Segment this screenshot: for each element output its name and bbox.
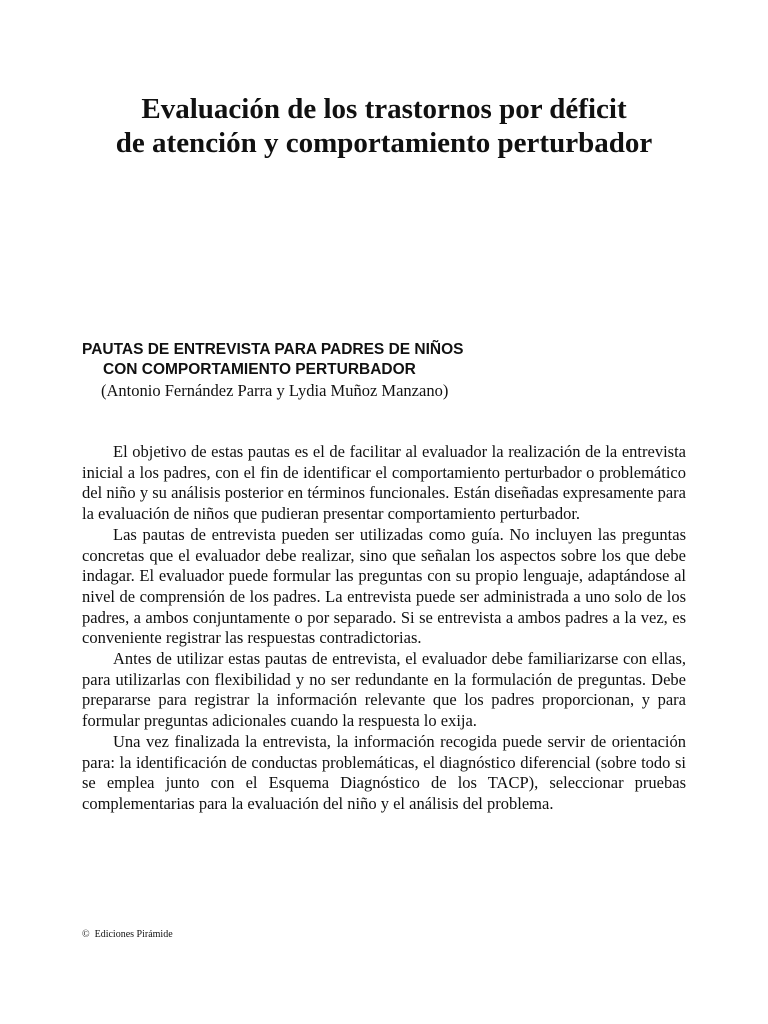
page-title-line-2: de atención y comportamiento perturbador xyxy=(115,127,653,159)
paragraph-4: Una vez finalizada la entrevista, la información recogida puede servir de orientación para: la identificación de conductas problemáticas, el diagnóstico diferencial (sobre todo si se emplea junto con el Esquema Diagnóstico de los TACP), seleccionar pruebas complementarias para la evaluación del niño y el análisis del problema. xyxy=(82,731,686,813)
footer-copyright xyxy=(82,929,173,941)
body-text xyxy=(82,442,686,815)
footer-publisher: Ediciones Pirámide xyxy=(94,929,173,940)
section-heading xyxy=(82,340,702,380)
authors-line: (Antonio Fernández Parra y Lydia Muñoz Manzano) xyxy=(101,381,449,400)
paragraph-3: Antes de utilizar estas pautas de entrevista, el evaluador debe familiarizarse con ellas, para utilizarlas con flexibilidad y no ser redundante en la formulación de preguntas. Debe prepararse para registrar la información relevante que los padres proporcionan, y para formular preguntas adicionales cuando la respuesta lo exija. xyxy=(82,649,686,731)
copyright-icon: © xyxy=(82,929,90,940)
section-heading-line-1: PAUTAS DE ENTREVISTA PARA PADRES DE NIÑOS xyxy=(82,341,464,358)
paragraph-2: Las pautas de entrevista pueden ser utilizadas como guía. No incluyen las preguntas concretas que el evaluador debe realizar, sino que señalan los aspectos sobre los que debe indagar. El evaluador puede formular las preguntas con su propio lenguaje, adaptándose al nivel de comprensión de los padres. La entrevista puede ser administrada a uno solo de los padres, a ambos conjuntamente o por separado. Si se entrevista a ambos padres a la vez, es conveniente registrar las respuestas contradictorias. xyxy=(82,524,686,648)
paragraph-1: El objetivo de estas pautas es el de facilitar al evaluador la realización de la entrevista inicial a los padres, con el fin de identificar el comportamiento perturbador o problemático del niño y su análisis posterior en términos funcionales. Están diseñadas expresamente para la evaluación de niños que pudieran presentar comportamiento perturbador. xyxy=(82,442,686,524)
page-title-line-1: Evaluación de los trastornos por déficit xyxy=(141,93,627,125)
page-title xyxy=(0,92,768,160)
section-heading-line-2: CON COMPORTAMIENTO PERTURBADOR xyxy=(103,361,416,378)
